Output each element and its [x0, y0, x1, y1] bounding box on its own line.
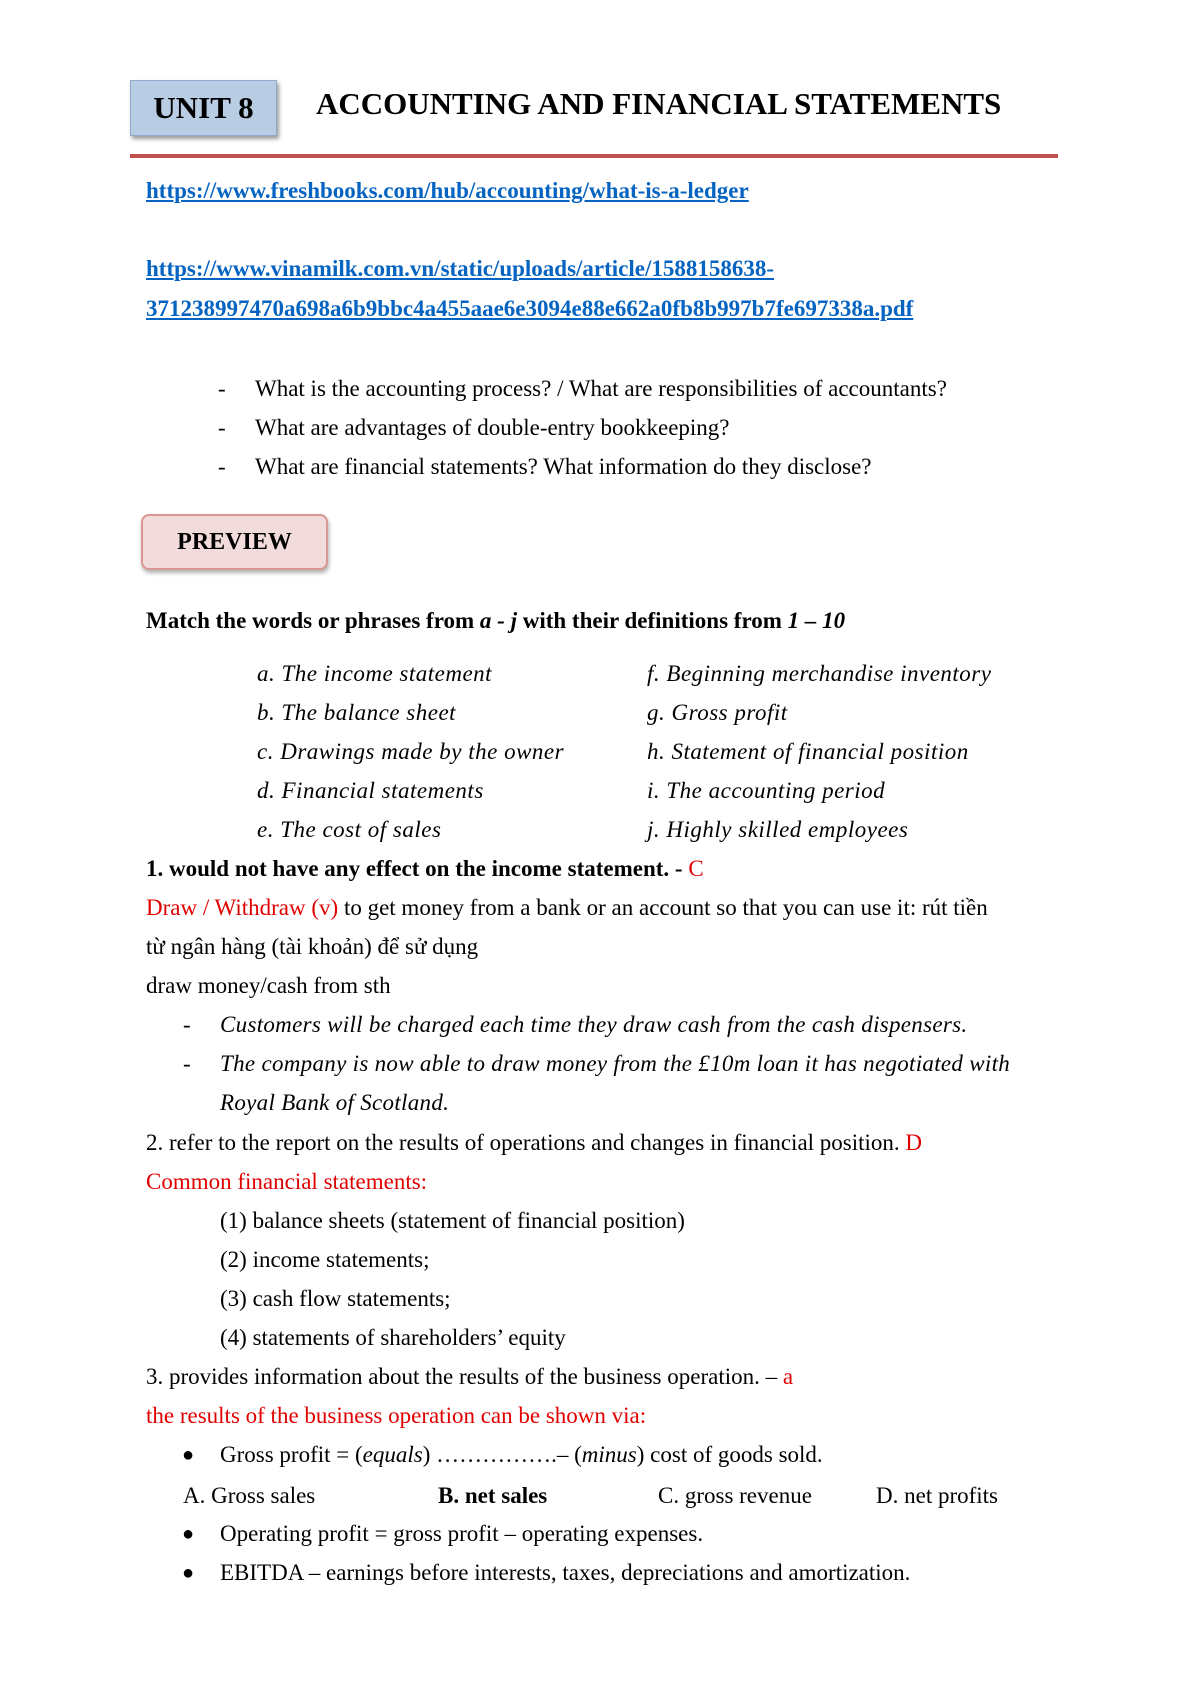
option-i: i. The accounting period [647, 778, 886, 803]
item-2-answer: D [905, 1130, 923, 1155]
link-vinamilk-line1[interactable]: https://www.vinamilk.com.vn/static/uploads/article/1588158638- [146, 256, 775, 281]
choice-d: D. net profits [876, 1483, 999, 1508]
link-vinamilk-line2[interactable]: 371238997470a698a6b9bbc4a455aae6e3094e88e662a0fb8b997b7fe697338a.pdf [146, 296, 914, 321]
formula-equals: equals [362, 1442, 423, 1467]
example-marker: - [183, 1051, 191, 1076]
item-3-answer: a [782, 1364, 794, 1389]
example-1: Customers will be charged each time they draw cash from the cash dispensers. [220, 1012, 968, 1037]
instruction-text: Match the words or phrases from [146, 608, 480, 633]
instruction [146, 608, 845, 634]
bullet-icon: ● [182, 1562, 195, 1584]
item-2-text: 2. refer to the report on the results of operations and changes in financial position. [146, 1130, 906, 1155]
question-2: What are advantages of double-entry bookkeeping? [255, 415, 730, 440]
option-f: f. Beginning merchandise inventory [647, 661, 992, 686]
choice-c: C. gross revenue [658, 1483, 812, 1508]
item-3 [146, 1364, 793, 1390]
option-b: b. The balance sheet [257, 700, 457, 725]
statement-2: (2) income statements; [220, 1247, 430, 1272]
question-marker: - [218, 415, 226, 440]
item-3-heading: the results of the business operation can be shown via: [146, 1403, 647, 1428]
item-1-definition-cont: từ ngân hàng (tài khoản) để sử dụng [146, 934, 479, 959]
item-1-definition [146, 895, 988, 921]
item-2 [146, 1130, 922, 1156]
question-3: What are financial statements? What information do they disclose? [255, 454, 872, 479]
bullet-icon: ● [182, 1523, 195, 1545]
operating-profit: Operating profit = gross profit – operating expenses. [220, 1521, 704, 1546]
preview-label: PREVIEW [177, 528, 292, 555]
link-freshbooks[interactable]: https://www.freshbooks.com/hub/accounting/what-is-a-ledger [146, 178, 749, 203]
instruction-letter-range: a - j [479, 608, 517, 633]
question-marker: - [218, 454, 226, 479]
option-c: c. Drawings made by the owner [257, 739, 565, 764]
option-h: h. Statement of financial position [647, 739, 969, 764]
option-d: d. Financial statements [257, 778, 484, 803]
formula-text: ) …………….– ( [422, 1442, 582, 1467]
item-1-answer: C [688, 856, 704, 881]
choice-a: A. Gross sales [183, 1483, 316, 1508]
statement-1: (1) balance sheets (statement of financial position) [220, 1208, 685, 1233]
option-e: e. The cost of sales [257, 817, 442, 842]
bullet-icon: ● [182, 1444, 195, 1466]
statement-4: (4) statements of shareholders’ equity [220, 1325, 566, 1350]
item-3-text: 3. provides information about the results of the business operation. – [146, 1364, 783, 1389]
option-j: j. Highly skilled employees [647, 817, 909, 842]
instruction-number-range: 1 – 10 [787, 608, 846, 633]
gross-profit-formula [220, 1442, 823, 1468]
choice-b: B. net sales [438, 1483, 548, 1508]
item-2-heading: Common financial statements: [146, 1169, 428, 1194]
unit-label: UNIT 8 [153, 90, 254, 125]
term-draw: Draw / Withdraw (v) [146, 895, 339, 920]
question-marker: - [218, 376, 226, 401]
formula-minus: minus [581, 1442, 637, 1467]
statement-3: (3) cash flow statements; [220, 1286, 451, 1311]
instruction-text: with their definitions from [516, 608, 788, 633]
preview-badge [141, 514, 328, 570]
unit-title: ACCOUNTING AND FINANCIAL STATEMENTS [316, 86, 1002, 121]
definition-text: to get money from a bank or an account so that you can use it: rút tiền [338, 895, 988, 920]
option-a: a. The income statement [257, 661, 493, 686]
ebitda: EBITDA – earnings before interests, taxes, depreciations and amortization. [220, 1560, 911, 1585]
item-1 [146, 856, 704, 882]
option-g: g. Gross profit [647, 700, 788, 725]
example-marker: - [183, 1012, 191, 1037]
formula-text: Gross profit = ( [220, 1442, 363, 1467]
item-1-collocation: draw money/cash from sth [146, 973, 391, 998]
formula-text: ) cost of goods sold. [636, 1442, 823, 1467]
item-1-text: 1. would not have any effect on the income statement. - [146, 856, 689, 881]
unit-label-box [130, 80, 277, 136]
question-1: What is the accounting process? / What are responsibilities of accountants? [255, 376, 947, 401]
example-2-cont: Royal Bank of Scotland. [220, 1090, 450, 1115]
example-2: The company is now able to draw money from the £10m loan it has negotiated with [220, 1051, 1011, 1076]
header-divider [130, 154, 1058, 158]
